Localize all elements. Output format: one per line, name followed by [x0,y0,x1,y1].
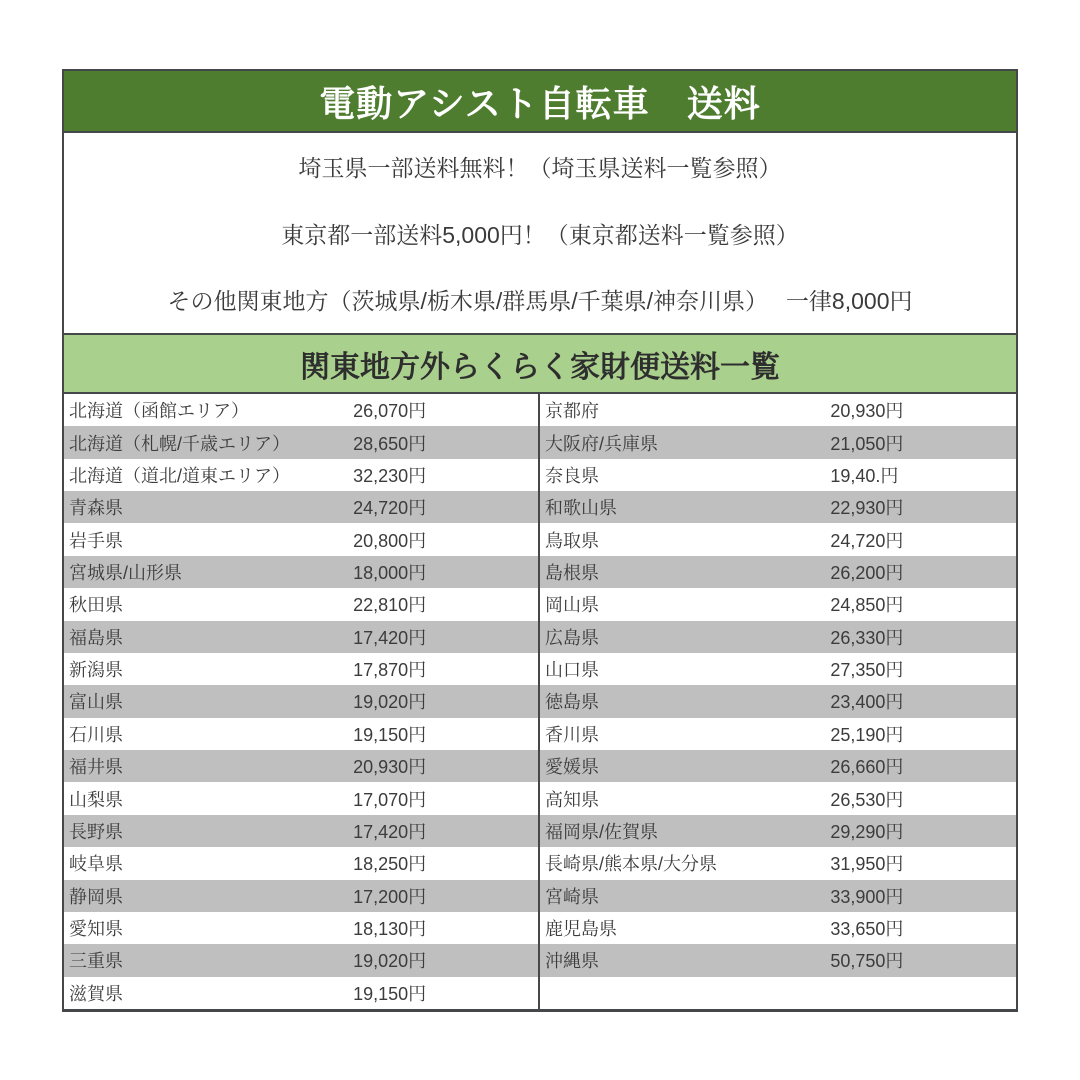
prefecture-cell: 滋賀県 [69,983,123,1004]
price-cell: 18,130円 [353,919,427,940]
prefecture-cell: 香川県 [545,724,599,745]
price-cell: 17,200円 [353,886,427,907]
page-title: 電動アシスト自転車 送料 [319,82,761,124]
price-cell: 27,350円 [830,660,904,681]
price-cell: 26,070円 [353,401,427,422]
table-row [64,750,538,782]
table-row [540,685,1016,717]
prefecture-cell: 和歌山県 [545,498,617,519]
prefecture-cell: 鹿児島県 [545,919,617,940]
table-row [64,588,538,620]
left-column [64,394,540,1009]
table-row [64,912,538,944]
price-cell: 21,050円 [830,433,904,454]
table-row [64,685,538,717]
table-row [540,750,1016,782]
prefecture-cell: 福岡県/佐賀県 [545,821,659,842]
price-cell: 32,230円 [353,465,427,486]
table-row [540,977,1016,1009]
table-row [64,491,538,523]
table-row [64,718,538,750]
prefecture-cell: 長野県 [69,821,123,842]
price-cell: 17,070円 [353,789,427,810]
prefecture-cell: 島根県 [545,563,599,584]
prefecture-cell: 岡山県 [545,595,599,616]
prefecture-cell: 秋田県 [69,595,123,616]
price-cell: 24,850円 [830,595,904,616]
table-row [540,782,1016,814]
prefecture-cell: 広島県 [545,627,599,648]
price-cell: 33,650円 [830,919,904,940]
prefecture-cell: 鳥取県 [545,530,599,551]
price-cell: 24,720円 [830,530,904,551]
price-cell: 20,930円 [830,401,904,422]
prefecture-cell: 宮城県/山形県 [69,563,183,584]
price-cell: 17,870円 [353,660,427,681]
prefecture-cell: 新潟県 [69,660,123,681]
price-cell: 28,650円 [353,433,427,454]
prefecture-cell: 岩手県 [69,530,123,551]
right-column [540,394,1016,1009]
table-row [64,426,538,458]
prefecture-cell: 青森県 [69,498,123,519]
table-row [64,815,538,847]
prefecture-cell: 山梨県 [69,789,123,810]
prefecture-cell: 北海道（札幌/千歳エリア） [69,433,290,454]
table-row [540,880,1016,912]
table-row [540,653,1016,685]
table-row [540,944,1016,976]
prefecture-cell: 山口県 [545,660,599,681]
prefecture-cell: 高知県 [545,789,599,810]
prefecture-cell: 沖縄県 [545,951,599,972]
table-row [540,815,1016,847]
table-row [64,944,538,976]
notice-section [64,133,1016,333]
table-row [64,880,538,912]
notice-other-kanto: その他関東地方（茨城県/栃木県/群馬県/千葉県/神奈川県） 一律8,000円 [167,288,913,315]
table-row [64,556,538,588]
table-row [64,977,538,1009]
prefecture-cell: 静岡県 [69,886,123,907]
table-row [64,394,538,426]
table-row [64,847,538,879]
price-cell: 25,190円 [830,724,904,745]
price-cell: 20,930円 [353,757,427,778]
prefecture-cell: 福井県 [69,757,123,778]
table-row [540,459,1016,491]
price-cell: 33,900円 [830,886,904,907]
prefecture-cell: 北海道（函館エリア） [69,401,249,422]
price-cell: 19,020円 [353,692,427,713]
prefecture-cell: 長崎県/熊本県/大分県 [545,854,718,875]
price-cell: 50,750円 [830,951,904,972]
price-cell: 17,420円 [353,627,427,648]
price-cell: 18,000円 [353,563,427,584]
price-cell: 19,150円 [353,983,427,1004]
price-cell: 26,530円 [830,789,904,810]
price-cell: 19,40.円 [830,465,899,486]
price-cell: 29,290円 [830,821,904,842]
table-row [64,459,538,491]
table-row [540,912,1016,944]
table-row [540,718,1016,750]
prefecture-cell: 北海道（道北/道東エリア） [69,465,290,486]
notice-saitama: 埼玉県一部送料無料！（埼玉県送料一覧参照） [298,154,782,181]
prefecture-cell: 京都府 [545,401,599,422]
table-row [64,523,538,555]
price-cell: 26,200円 [830,563,904,584]
prefecture-cell: 愛知県 [69,919,123,940]
notice-tokyo: 東京都一部送料5,000円！（東京都送料一覧参照） [281,221,799,248]
table-row [540,491,1016,523]
table-row [540,847,1016,879]
prefecture-cell: 富山県 [69,692,123,713]
table-row [540,394,1016,426]
table-row [540,523,1016,555]
price-cell: 31,950円 [830,854,904,875]
table-row [540,426,1016,458]
price-cell: 26,330円 [830,627,904,648]
prefecture-cell: 大阪府/兵庫県 [545,433,659,454]
table-title-banner [64,333,1016,394]
table-row [540,621,1016,653]
table-row [540,588,1016,620]
prefecture-cell: 徳島県 [545,692,599,713]
price-cell: 22,810円 [353,595,427,616]
table-row [64,621,538,653]
price-cell: 20,800円 [353,530,427,551]
price-cell: 24,720円 [353,498,427,519]
price-cell: 18,250円 [353,854,427,875]
shipping-table [64,394,1016,1009]
price-cell: 26,660円 [830,757,904,778]
header-banner [64,71,1016,133]
table-title: 関東地方外らくらく家財便送料一覧 [300,350,780,384]
table-row [64,653,538,685]
prefecture-cell: 宮崎県 [545,886,599,907]
prefecture-cell: 岐阜県 [69,854,123,875]
prefecture-cell: 石川県 [69,724,123,745]
price-cell: 19,150円 [353,724,427,745]
prefecture-cell: 愛媛県 [545,757,599,778]
table-row [540,556,1016,588]
prefecture-cell: 三重県 [69,951,123,972]
price-cell: 23,400円 [830,692,904,713]
prefecture-cell: 福島県 [69,627,123,648]
content-frame [62,69,1018,1012]
price-cell: 17,420円 [353,821,427,842]
price-cell: 22,930円 [830,498,904,519]
table-row [64,782,538,814]
price-cell: 19,020円 [353,951,427,972]
prefecture-cell: 奈良県 [545,465,599,486]
